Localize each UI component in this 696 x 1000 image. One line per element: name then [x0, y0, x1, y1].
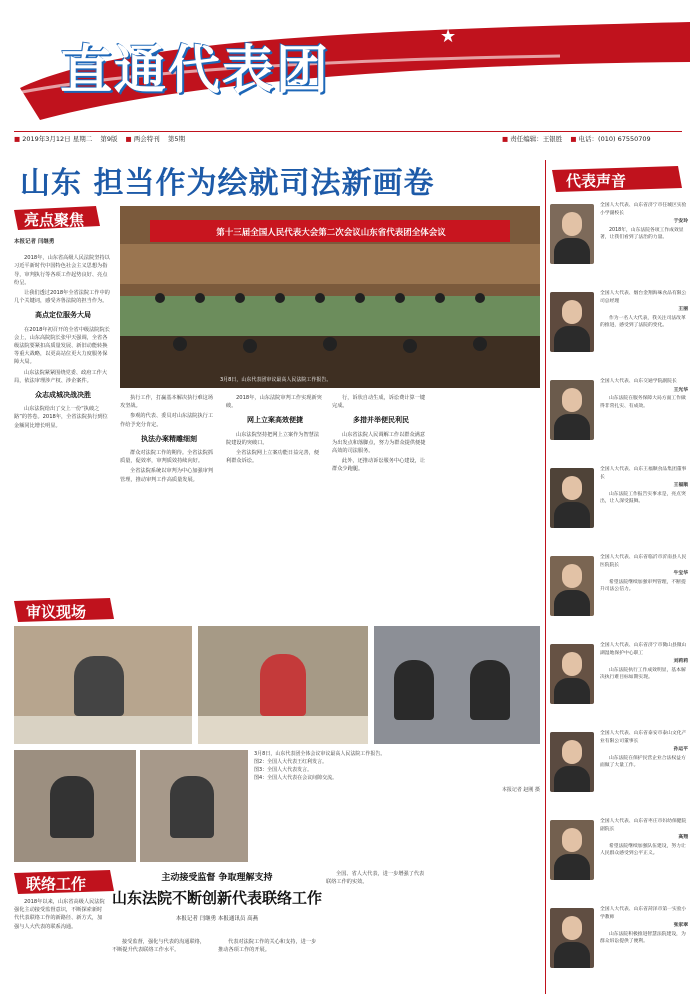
representative-name: 高翔	[678, 835, 688, 841]
representative-text	[600, 906, 688, 946]
col2-paragraph: 群众对法院工作的期待。全省法院抓质量，促效率，审判质效持续向好。	[120, 450, 214, 465]
representative-quote: 2018年，山东法院各项工作成效显著，让我们看到了法治的力量。	[600, 227, 684, 241]
liaison-heading	[112, 870, 322, 934]
portrait-body	[554, 678, 590, 704]
representative-text	[600, 730, 688, 770]
photo-figure	[170, 776, 214, 838]
edition-number: 第5期	[167, 135, 185, 143]
representative-portrait	[550, 732, 594, 792]
masthead-title-wrap	[60, 28, 440, 108]
photo-credit: 本报记者 赵刚 摄	[501, 787, 540, 793]
right-column-rule	[545, 160, 546, 994]
lead-paragraph: 山东法院给出了交上一份“执破之路”的答卷。2018年，全省法院执行到位金额同比增长明显。	[14, 406, 108, 429]
representative-entry	[550, 640, 690, 724]
representative-title: 全国人大代表、山东省菏泽市第一实验小学教师	[600, 907, 687, 920]
portrait-body	[554, 942, 590, 968]
representative-quote: 作为一名人大代表，我关注司法改革的推进，感受到了法院的变化。	[600, 315, 686, 329]
banner-text: 第十三届全国人民代表大会第二次会议山东省代表团全体会议	[216, 228, 446, 238]
representative-title: 全国人大代表、烟台金翔海味食品有限公司总经理	[600, 291, 687, 304]
lead-subhead-2: 众志成城决战决胜	[35, 391, 91, 400]
photo-figure	[260, 654, 306, 716]
col2-paragraph: 执行工作，打赢基本解决执行难这场攻坚战。	[120, 395, 214, 410]
square-icon: ■	[570, 135, 577, 143]
representative-title: 全国人大代表、山东省济宁市任城区实验小学副校长	[600, 203, 687, 216]
lead-paragraph: 山东法院紧紧围绕党委、政府工作大局，依法审理涉产权、涉企案件。	[14, 369, 108, 384]
representative-name: 王丽	[678, 307, 688, 313]
representative-text	[600, 818, 688, 858]
section-label-liangdian	[14, 206, 100, 230]
lead-paragraph: 2018年，山东省高级人民法院坚持以习近平新时代中国特色社会主义思想为指导，审判执行等各项工作起势良好、亮点纷呈。	[14, 255, 110, 286]
liaison-col-4	[326, 870, 426, 994]
lead-paragraph: 在2018年初召开的全省中级法院院长会上，山东高院院长张甲天强调，全省各级法院要紧扣高质量发展、新旧动能转换等重大战略，以更高站位更大力度服务保障大局。	[14, 326, 110, 366]
section-label-lianluo	[14, 870, 114, 894]
review-caption	[254, 750, 540, 862]
portrait-body	[554, 326, 590, 352]
liaison-paragraph: 代表对法院工作的关心和支持，进一步推动各项工作的开展。	[218, 939, 317, 954]
liaison-byline: 本报记者 闫继勇 本报通讯员 高燕	[175, 916, 259, 922]
square-icon: ■	[502, 135, 509, 143]
header-rule	[14, 131, 682, 132]
representative-portrait	[550, 204, 594, 264]
representative-quote: 山东法院执行工作成效明显，基本解决执行难目标如期实现。	[600, 667, 686, 681]
representative-portrait	[550, 556, 594, 616]
caption-line: 图3：全国人大代表发言。	[254, 767, 313, 773]
representative-entry	[550, 464, 690, 548]
portrait-face	[562, 740, 582, 764]
section-label-text: 亮点聚焦	[24, 211, 85, 229]
liaison-paragraph: 接受监督，强化与代表的沟通联络，不断提升代表联络工作水平。	[112, 939, 206, 954]
col3-paragraph: 山东法院坚持把网上立案作为智慧法院建设的突破口。	[226, 431, 320, 446]
col2-paragraph: 全省法院系统以审判为中心加强审判管理，推动审判工作高质量发展。	[120, 468, 214, 483]
representative-title: 全国人大代表、山东省泰安市泰山文化产业有限公司董事长	[600, 731, 687, 744]
representative-portrait	[550, 644, 594, 704]
representative-entry	[550, 728, 690, 812]
photo-figure	[74, 656, 124, 716]
phone: 电话：(010) 67550709	[578, 135, 651, 143]
section-label-text: 代表声音	[566, 172, 627, 190]
caption-line: 图2：全国人大代表王红利发言。	[254, 759, 328, 765]
liaison-paragraph: 2018年以来，山东省高级人民法院强化主动接受监督意识，不断探索新时代代表联络工作的新路径、新方式，加强与人大代表的联系沟通。	[14, 899, 105, 930]
caption-line: 3月8日，山东代表团全体会议审议最高人民法院工作报告。	[254, 751, 386, 757]
photo-figure	[50, 776, 94, 838]
plenary-photo	[120, 206, 540, 388]
representative-portrait	[550, 820, 594, 880]
masthead	[0, 0, 696, 130]
representative-name: 孙运平	[673, 747, 688, 753]
headline-text: 山东 担当作为绘就司法新画卷	[20, 166, 435, 201]
representative-entry	[550, 200, 690, 284]
liaison-headline: 山东法院不断创新代表联络工作	[112, 889, 323, 907]
representative-text	[600, 642, 688, 682]
col3-paragraph: 2018年，山东法院审判工作实现新突破。	[226, 395, 322, 410]
star-icon: ★	[440, 26, 457, 47]
section-label-daibiao	[552, 166, 682, 192]
representative-name: 牛宝华	[673, 571, 688, 577]
representative-title: 全国人大代表、山东交通学院副院长	[600, 379, 677, 384]
liaison-paragraph: 全国、省人大代表，进一步增强了代表联络工作的实效。	[326, 871, 425, 886]
representative-title: 全国人大代表、山东王福顺食品集团董事长	[600, 467, 687, 480]
article-column-3	[226, 394, 324, 590]
liaison-col-1	[14, 898, 106, 994]
section-label-text: 审议现场	[26, 603, 87, 621]
portrait-body	[554, 502, 590, 528]
col4-paragraph: 行，诉状自动生成，诉讼费计算一键完成。	[332, 395, 426, 410]
representative-portrait	[550, 468, 594, 528]
portrait-face	[562, 916, 582, 940]
section-label-text: 联络工作	[26, 875, 87, 893]
representative-title: 全国人大代表、山东省临沂市沂南县人民医院院长	[600, 555, 687, 568]
editor: 责任编辑：王银胜	[510, 135, 563, 143]
lead-article	[14, 238, 112, 578]
portrait-face	[562, 212, 582, 236]
representative-title: 全国人大代表、山东省济宁市微山县微山湖湿地保护中心职工	[600, 643, 687, 656]
portrait-body	[554, 414, 590, 440]
representative-name: 王光华	[673, 387, 688, 393]
square-icon: ■	[125, 135, 132, 143]
photo-desk	[14, 716, 192, 744]
lead-paragraph: 让我们透过2018年全省法院工作中的几个关键词，感受齐鲁法院的担当作为。	[14, 290, 110, 305]
representative-entry	[550, 376, 690, 460]
editor-info	[502, 133, 651, 145]
square-icon: ■	[14, 135, 21, 143]
header-info	[14, 133, 682, 145]
col4-subhead: 多措并举便民利民	[353, 416, 409, 425]
representative-text	[600, 202, 688, 242]
portrait-face	[562, 476, 582, 500]
representative-text	[600, 290, 688, 330]
banner-caption: 3月8日，山东代表团审议最高人民法院工作报告。	[220, 377, 332, 383]
representative-quote: 山东法院积极推进智慧法院建设，为群众诉讼提供了便利。	[600, 931, 686, 945]
review-photo-3	[374, 626, 540, 744]
col3-paragraph: 全省法院网上立案功能日益完善，便利群众诉讼。	[226, 450, 320, 465]
representative-name: 刘莉莉	[673, 659, 688, 665]
section-name: 两会特刊	[133, 135, 160, 143]
representative-quote: 山东法院在服务保障大局方面工作做得非常扎实、有成效。	[600, 396, 686, 409]
photo-desk	[198, 716, 368, 744]
representative-portrait	[550, 292, 594, 352]
portrait-face	[562, 652, 582, 676]
representative-title: 全国人大代表、山东省枣庄市妇幼保健院副院长	[600, 819, 687, 832]
review-photo-2	[198, 626, 368, 744]
date-line: 2019年3月12日 星期二	[22, 135, 93, 143]
portrait-body	[554, 590, 590, 616]
portrait-body	[554, 854, 590, 880]
photo-figure	[394, 660, 434, 720]
representative-text	[600, 378, 688, 410]
liaison-col-3	[218, 938, 318, 994]
representative-text	[600, 466, 688, 506]
review-photo-4	[14, 750, 136, 862]
col2-paragraph: 参观的代表、委员对山东法院执行工作给予充分肯定。	[120, 413, 214, 428]
photo-figure	[470, 660, 510, 720]
representative-entry	[550, 288, 690, 372]
portrait-face	[562, 388, 582, 412]
col3-subhead: 网上立案高效便捷	[247, 416, 303, 425]
lead-subhead-1: 高点定位服务大局	[35, 311, 91, 320]
portrait-body	[554, 238, 590, 264]
caption-line: 图4：全国人大代表在会议间隙交流。	[254, 775, 338, 781]
representative-text	[600, 554, 688, 594]
representative-entry	[550, 904, 690, 988]
representative-portrait	[550, 908, 594, 968]
portrait-body	[554, 766, 590, 792]
main-headline	[20, 158, 540, 201]
review-photo-5	[140, 750, 248, 862]
portrait-face	[562, 300, 582, 324]
article-column-2	[120, 394, 218, 590]
review-photo-1	[14, 626, 192, 744]
page-number: 第9版	[100, 135, 118, 143]
representative-entry	[550, 816, 690, 900]
col4-paragraph: 此外，还推动诉讼服务中心建设，让群众少跑腿。	[332, 458, 426, 473]
liaison-kicker: 主动接受监督 争取理解支持	[161, 873, 273, 883]
representative-name: 张家翠	[673, 923, 688, 929]
photo-people	[120, 206, 540, 388]
article-column-4	[332, 394, 430, 590]
representative-quote: 希望法院继续加强审判管理，不断提升司法公信力。	[600, 579, 686, 593]
representative-portrait	[550, 380, 594, 440]
representative-name: 王福顺	[673, 483, 688, 489]
masthead-title: 直通代表团	[60, 40, 331, 101]
representative-quote: 希望法院继续加强队伍建设，努力让人民群众感受到公平正义。	[600, 843, 686, 857]
representative-quote: 山东法院在保护民营企业合法权益方面做了大量工作。	[600, 755, 686, 769]
section-label-shenyi	[14, 598, 114, 622]
liaison-col-2	[112, 938, 210, 994]
representative-name: 于安玲	[673, 219, 688, 225]
lead-byline: 本报记者 闫继勇	[14, 239, 55, 245]
col4-paragraph: 山东省法院人民调解工作以群众满意为出发点和落脚点，努力为群众提供便捷高效的司法服务。	[332, 431, 426, 455]
portrait-face	[562, 564, 582, 588]
representative-quote: 山东法院工作报告实事求是，亮点突出，让人深受鼓舞。	[600, 491, 686, 505]
representative-entry	[550, 552, 690, 636]
portrait-face	[562, 828, 582, 852]
col2-subhead: 执法办案精雕细刻	[141, 434, 197, 443]
liaison-col-5	[432, 870, 540, 994]
